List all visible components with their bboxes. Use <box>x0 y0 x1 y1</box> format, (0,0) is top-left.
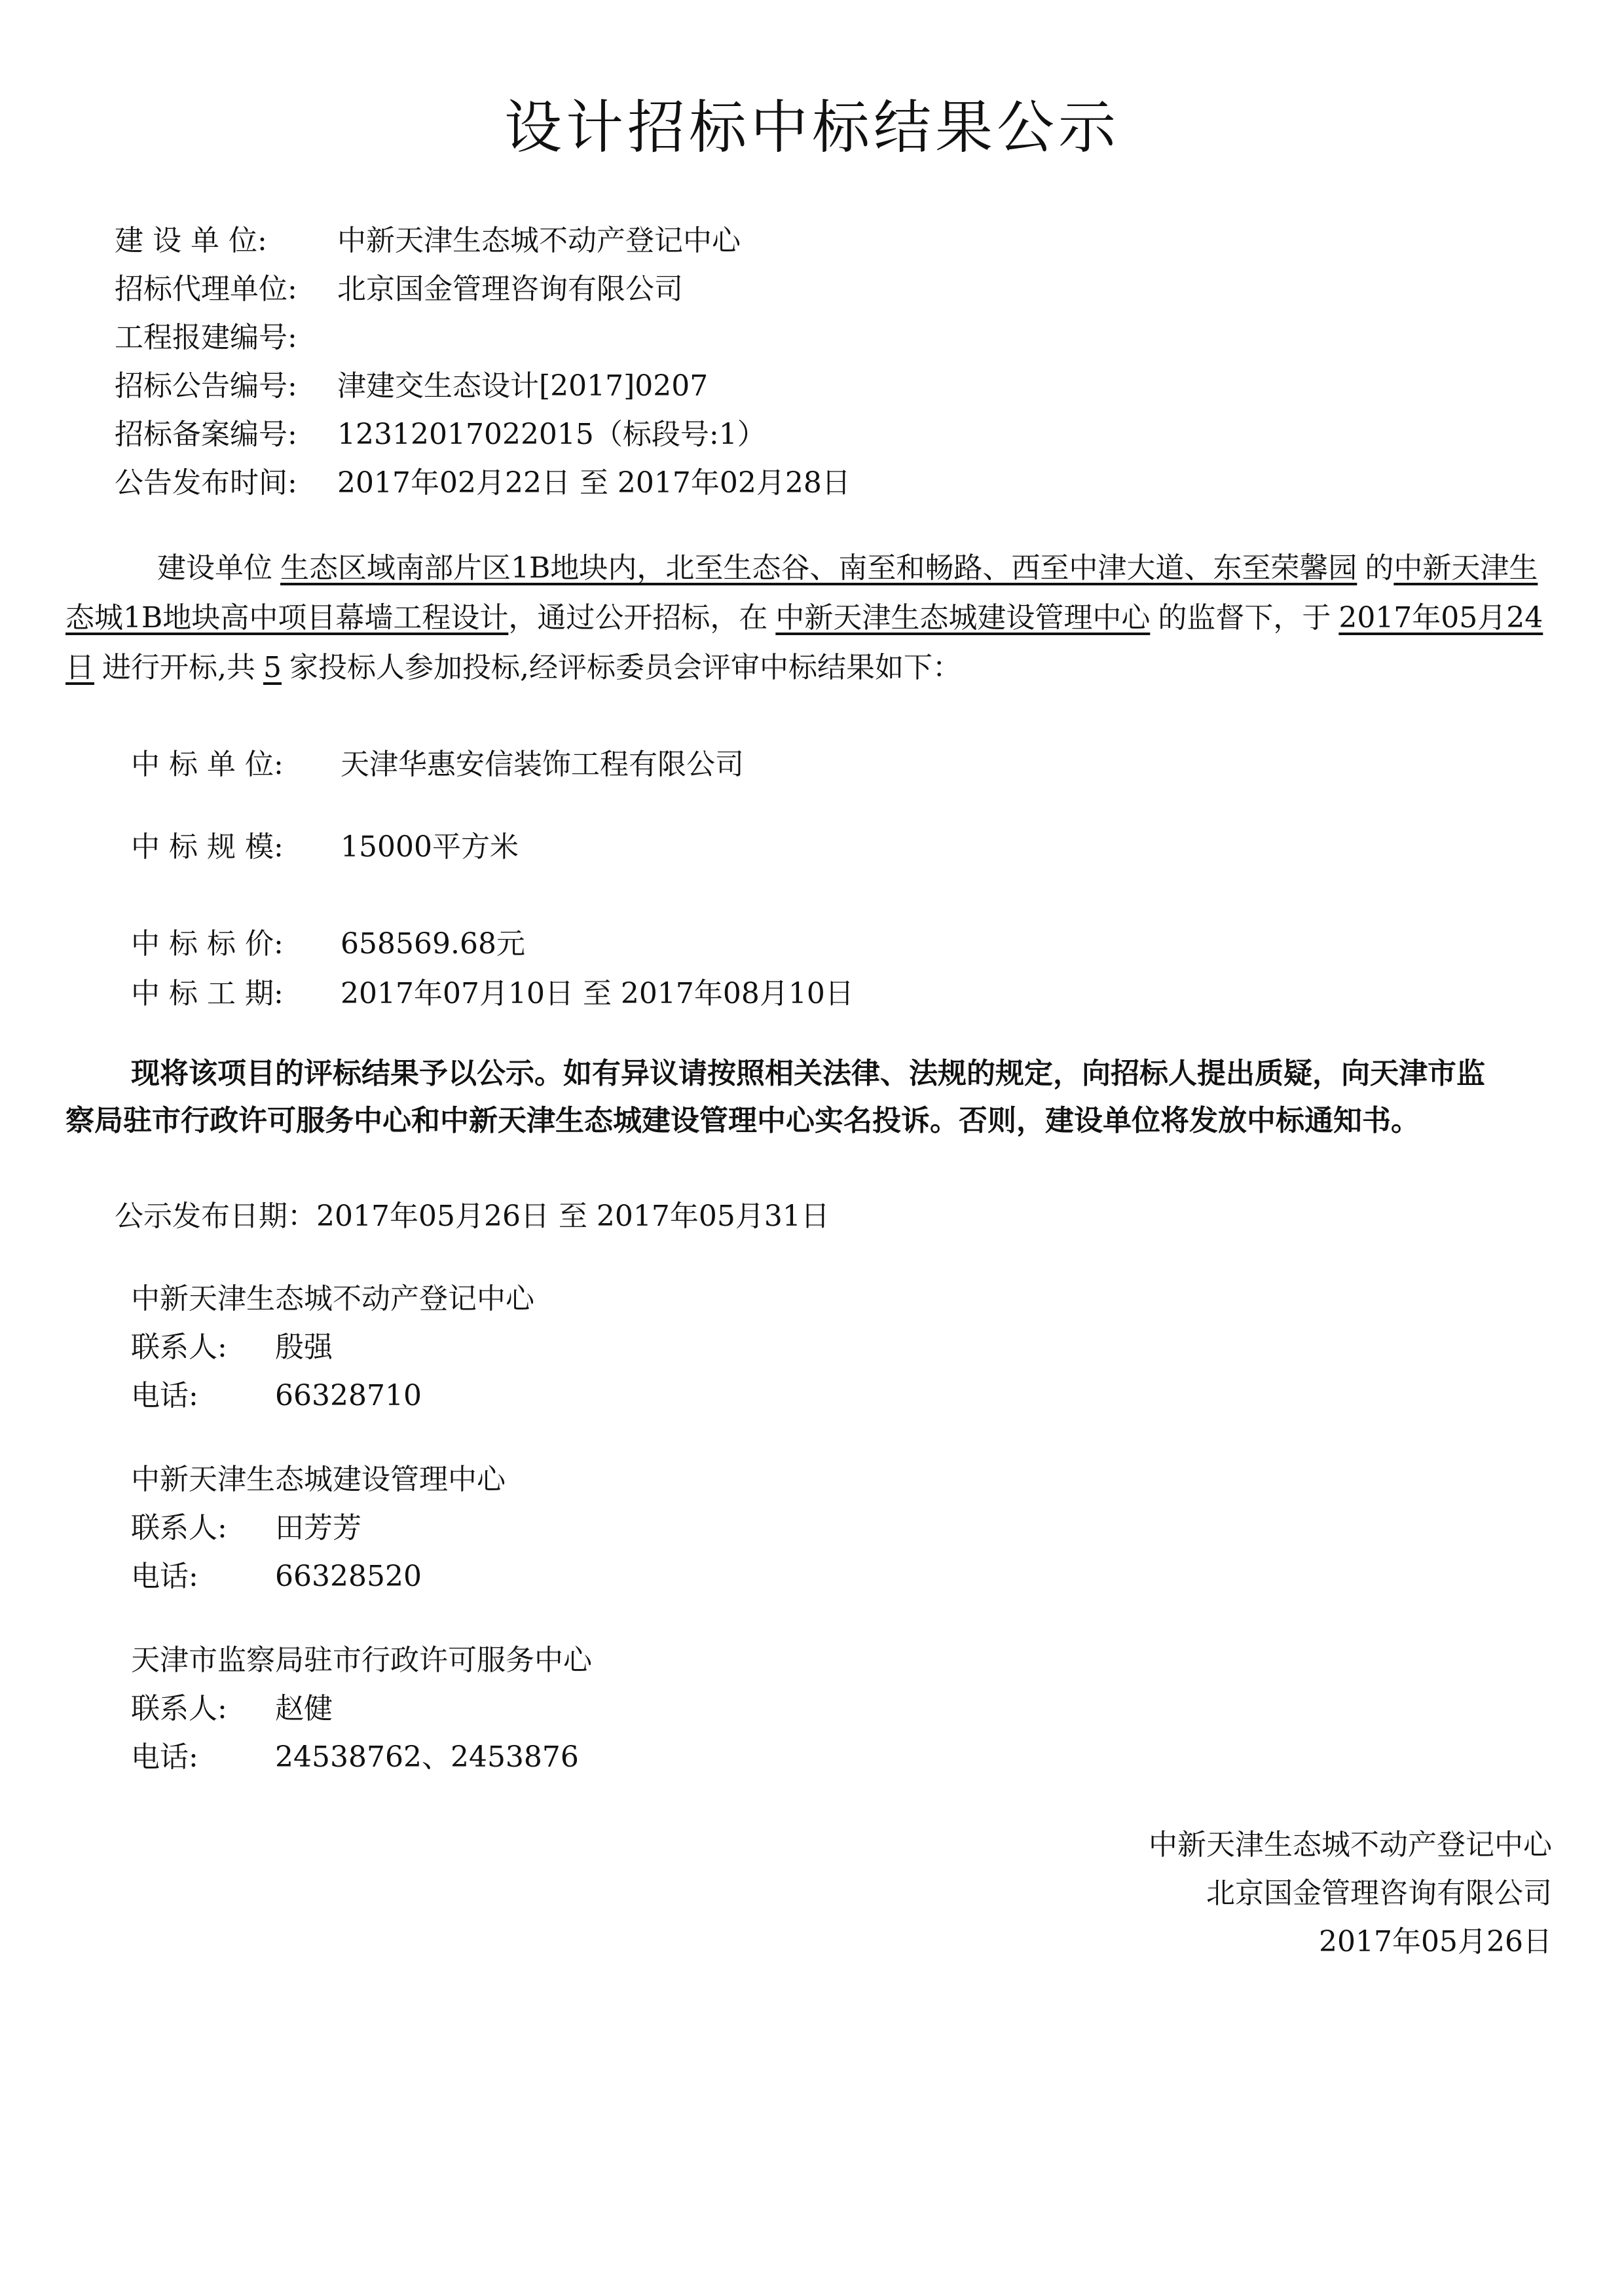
field-label: 公告发布时间: <box>115 466 297 500</box>
field-label: 招标代理单位: <box>115 272 297 306</box>
field-construction-unit <box>115 223 741 259</box>
field-notice-period <box>115 465 851 502</box>
intro-text: 的监督下，于 <box>1158 601 1331 634</box>
field-project-number <box>115 320 337 356</box>
signature-org-2: 北京国金管理咨询有限公司 <box>1206 1877 1552 1910</box>
contact-org: 中新天津生态城建设管理中心 <box>131 1463 506 1496</box>
objection-notice: 现将该项目的评标结果予以公示。如有异议请按照相关法律、法规的规定，向招标人提出质疑，向天津市监察局驻市行政许可服务中心和中新天津生态城建设管理中心实名投诉。否则，建设单位将发放中标通知书。 <box>65 1057 1485 1137</box>
intro-text: 的 <box>1365 551 1394 585</box>
opening-date: 2017年05月24日 <box>65 601 1543 684</box>
intro-text: 进行开标,共 <box>102 651 255 684</box>
contact-phone: 66328710 <box>275 1379 422 1412</box>
contact-org: 天津市监察局驻市行政许可服务中心 <box>131 1643 592 1677</box>
field-winning-period <box>131 976 854 1012</box>
signature-org-1: 中新天津生态城不动产登记中心 <box>1149 1828 1552 1862</box>
contact-phone-label: 电话: <box>131 1560 198 1593</box>
field-notice-number <box>115 368 708 405</box>
field-label: 中 标 单 位: <box>131 748 284 781</box>
field-value: 北京国金管理咨询有限公司 <box>337 272 683 306</box>
field-label: 中 标 规 模: <box>131 830 284 864</box>
contact-person-row <box>131 1329 333 1366</box>
field-label: 中 标 标 价: <box>131 927 284 961</box>
field-winning-unit <box>131 746 744 783</box>
project-location: 生态区域南部片区1B地块内，北至生态谷、南至和畅路、西至中津大道、东至荣馨园 <box>280 551 1357 585</box>
contact-person-row <box>131 1510 361 1547</box>
page-title: 设计招标中标结果公示 <box>504 94 1120 161</box>
field-winning-scale <box>131 829 519 866</box>
field-winning-price <box>131 926 525 963</box>
contact-person-row <box>131 1691 333 1727</box>
supervisor-name: 中新天津生态城建设管理中心 <box>775 601 1151 634</box>
field-value: 12312017022015（标段号:1） <box>337 418 766 451</box>
contact-phone: 66328520 <box>275 1560 422 1593</box>
contact-phone: 24538762、2453876 <box>275 1740 579 1774</box>
contact-phone-row <box>131 1378 422 1414</box>
project-name: 中新天津生态城1B地块高中项目幕墙工程设计 <box>65 551 1538 634</box>
publish-period: 公示发布日期：2017年05月26日 至 2017年05月31日 <box>115 1200 830 1233</box>
contact-person-label: 联系人: <box>131 1692 227 1725</box>
contact-person: 殷强 <box>275 1331 333 1364</box>
contact-phone-label: 电话: <box>131 1740 198 1774</box>
bidder-count: 5 <box>263 651 282 684</box>
contact-person: 田芳芳 <box>275 1511 361 1545</box>
contact-org: 中新天津生态城不动产登记中心 <box>131 1282 534 1315</box>
field-label: 招标备案编号: <box>115 418 297 451</box>
field-label: 招标公告编号: <box>115 369 297 403</box>
intro-paragraph <box>65 543 1565 693</box>
field-value: 中新天津生态城不动产登记中心 <box>337 224 741 257</box>
field-value: 2017年07月10日 至 2017年08月10日 <box>341 977 854 1010</box>
field-value: 2017年02月22日 至 2017年02月28日 <box>337 466 851 500</box>
contact-phone-label: 电话: <box>131 1379 198 1412</box>
field-label: 工程报建编号: <box>115 321 297 354</box>
field-value: 15000平方米 <box>341 830 519 864</box>
field-value: 津建交生态设计[2017]0207 <box>337 369 709 403</box>
field-value: 658569.68元 <box>341 927 525 961</box>
field-filing-number <box>115 416 766 453</box>
contact-person-label: 联系人: <box>131 1331 227 1364</box>
signature-date: 2017年05月26日 <box>1319 1925 1552 1958</box>
contact-person-label: 联系人: <box>131 1511 227 1545</box>
intro-text: 建设单位 <box>157 551 272 585</box>
contact-phone-row <box>131 1558 422 1595</box>
contact-phone-row <box>131 1739 579 1776</box>
intro-text: ，通过公开招标，在 <box>508 601 768 634</box>
field-agency <box>115 271 683 308</box>
field-label: 建 设 单 位: <box>115 224 267 257</box>
contact-person: 赵健 <box>275 1692 333 1725</box>
field-value: 天津华惠安信装饰工程有限公司 <box>341 748 744 781</box>
intro-text: 家投标人参加投标,经评标委员会评审中标结果如下： <box>289 651 961 684</box>
field-label: 中 标 工 期: <box>131 977 284 1010</box>
